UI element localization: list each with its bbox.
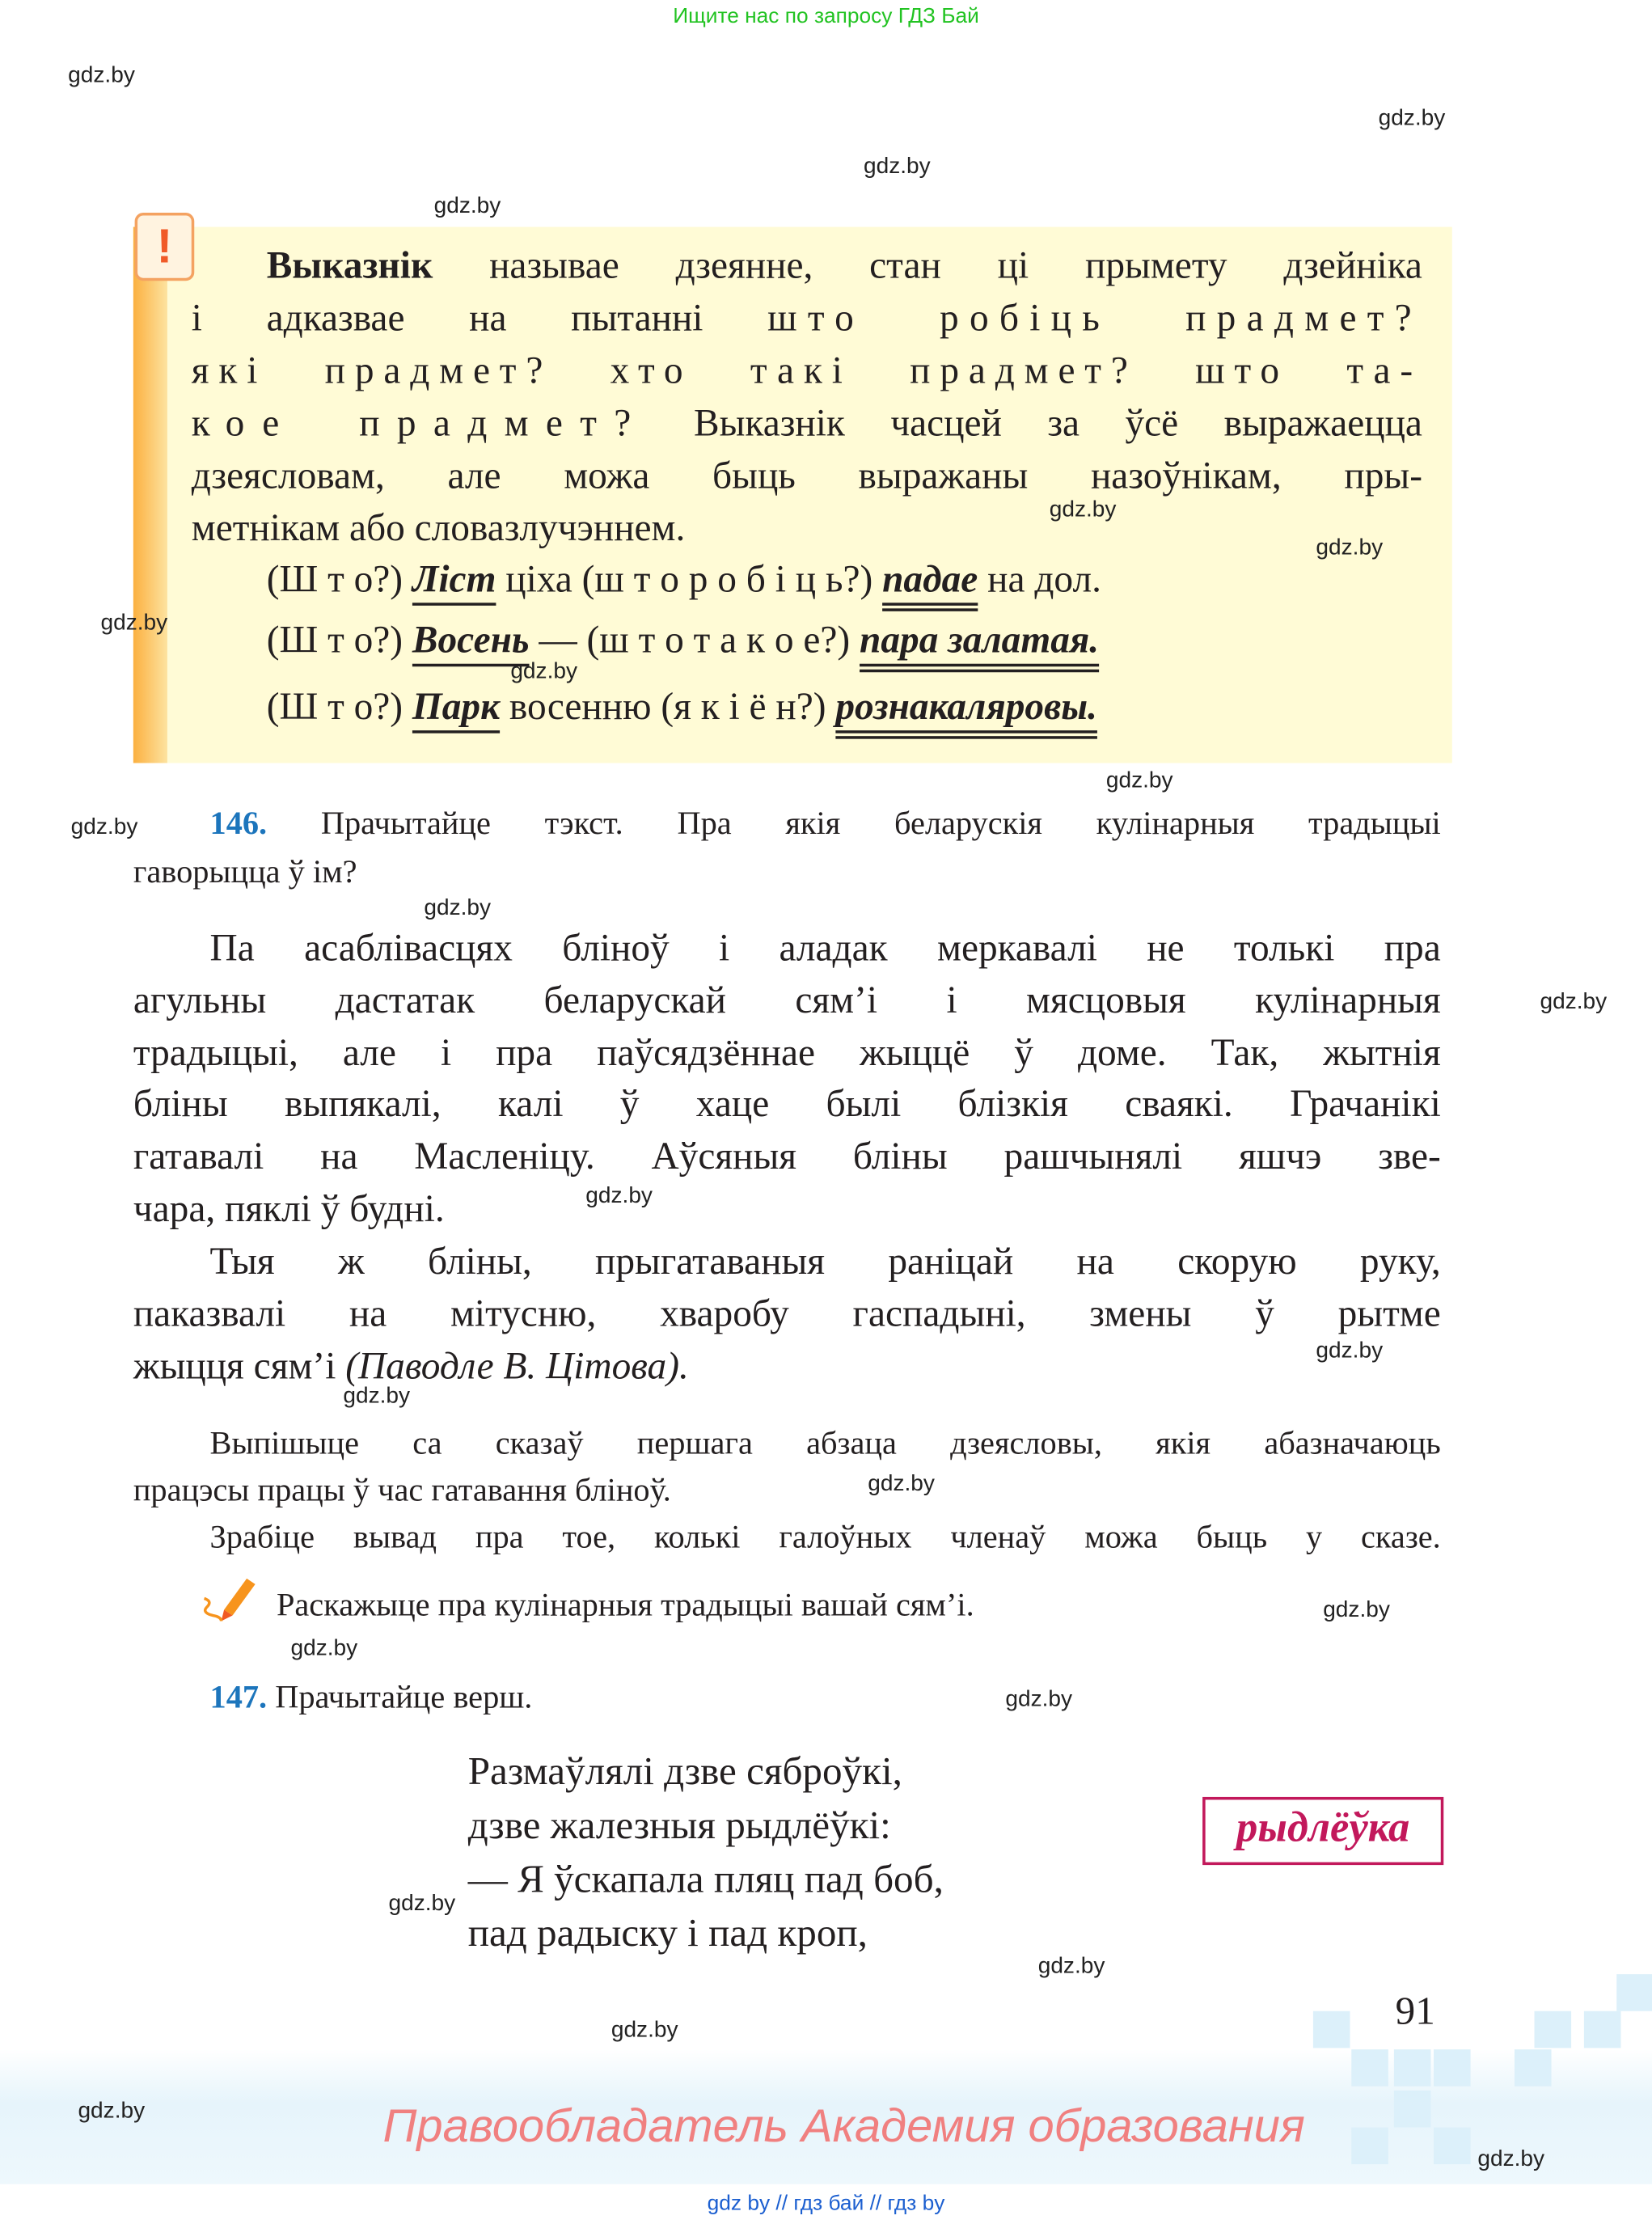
poem-line: дзве жалезныя рыдлёўкі: [467,1803,891,1849]
watermark: gdz.by [1037,1954,1105,1979]
decor-square [1434,2128,1471,2165]
watermark: gdz.by [1049,497,1117,522]
rule-line: які прадмет? хто такі прадмет? што та- [191,349,1422,392]
decor-square [1394,2049,1431,2087]
watermark: gdz.by [424,896,492,921]
bottom-links[interactable]: gdz by // гдз бай // гдз by [707,2191,945,2216]
watermark: gdz.by [1105,768,1173,793]
decor-square [1616,1974,1652,2011]
watermark: gdz.by [864,154,931,179]
text-line: паказвалі на мітусню, хваробу гаспадыні, змены ў рытме [133,1292,1441,1335]
watermark: gdz.by [78,2099,146,2124]
watermark: gdz.by [510,659,578,684]
poem-line: пад радыску і пад кроп, [467,1911,868,1956]
copyright-notice: Правообладатель Академия образования [382,2099,1305,2152]
watermark: gdz.by [100,611,168,636]
watermark: gdz.by [343,1384,411,1409]
top-banner[interactable]: Ищите нас по запросу ГДЗ Бай [673,4,979,29]
text-line: жыцця сям’і (Паводле В. Цітова). [133,1344,689,1388]
text-line: агульны дастатак беларускай сям’і і мясцовыя кулінарныя [133,979,1441,1021]
watermark: gdz.by [70,815,138,840]
question-line: працэсы працы ў час гатавання бліноў. [133,1472,671,1508]
exclamation-icon: ! [135,213,195,281]
decor-square [1313,2011,1350,2049]
text-line: Па асаблівасцях бліноў і аладак меркавалі не толькі пра [209,926,1441,969]
watermark: gdz.by [68,63,135,88]
decor-square [1351,2128,1388,2165]
rule-line: і адказвае на пытанні што робіць прадмет? [191,296,1422,340]
rule-line: кое прадмет? Выказнік часцей за ўсё выражаецца [191,401,1422,444]
text-line: бліны выпякалі, калі ў хаце былі блізкія сваякі. Грачанікі [133,1082,1441,1125]
watermark: gdz.by [433,194,501,219]
text-line: традыцыі, але і пра паўсядзённае жыццё ў доме. Так, жытнія [133,1030,1441,1074]
rule-example: (Ш т о?) Ліст ціха (ш т о р о б і ц ь?) падае на дол. [266,557,1101,600]
exercise-146-task: 146. Прачытайце тэкст. Пра якія беларускія кулінарныя традыцыі [209,805,1441,841]
rule-line: Выказнік называе дзеянне, стан ці прымету дзейніка [266,243,1422,287]
exercise-146-task: гаворыцца ў ім? [133,853,357,890]
watermark: gdz.by [1477,2147,1545,2171]
watermark: gdz.by [611,2018,678,2043]
question-line: Зрабіце вывад пра тое, колькі галоўных членаў можа быць у сказе. [209,1519,1441,1555]
rule-line: дзеясловам, але можа быць выражаны назоўнікам, пры- [191,454,1422,497]
pencil-icon [199,1567,259,1627]
rule-example: (Ш т о?) Восень — (ш т о т а к о е?) пара залатая. [266,618,1100,662]
rule-accent-bar [133,227,167,763]
source-attribution: (Паводле В. Цітова). [345,1344,689,1388]
rule-line: метнікам або словазлучэннем. [191,506,686,549]
decor-square [1434,2049,1471,2087]
watermark: gdz.by [1540,990,1608,1014]
text-line: Тыя ж бліны, прыгатаваныя раніцай на скорую руку, [209,1239,1441,1283]
watermark: gdz.by [1316,1338,1384,1364]
vocabulary-word-box: рыдлёўка [1202,1797,1443,1865]
text-line: гатавалі на Масленіцу. Аўсяныя бліны рашчынялі яшчэ зве- [133,1134,1441,1178]
poem-line: Размаўлялі дзве сяброўкі, [467,1750,902,1795]
watermark: gdz.by [388,1892,456,1917]
decor-square [1535,2011,1572,2049]
decor-square [1515,2049,1552,2087]
watermark: gdz.by [585,1184,653,1209]
watermark: gdz.by [1005,1687,1073,1712]
page-number: 91 [1395,1989,1435,2034]
decor-square [1394,2091,1431,2128]
decor-square [1584,2011,1621,2049]
text-line: чара, пяклі ў будні. [133,1186,445,1230]
watermark: gdz.by [1378,106,1446,131]
question-line: Выпішыце са сказаў першага абзаца дзеясловы, якія абазначаюць [209,1425,1441,1461]
decor-square [1351,2049,1388,2087]
rule-example: (Ш т о?) Парк восенню (я к і ё н?) рознакаляровы. [266,685,1097,728]
exercise-147-task: 147. Прачытайце верш. [209,1679,533,1715]
poem-line: — Я ўскапала пляц пад боб, [467,1858,944,1902]
watermark: gdz.by [290,1636,358,1661]
watermark: gdz.by [1316,535,1384,560]
watermark: gdz.by [1323,1598,1390,1623]
speaking-task: Раскажыце пра кулінарныя традыцыі вашай сям’і. [276,1587,974,1623]
watermark: gdz.by [868,1472,935,1497]
